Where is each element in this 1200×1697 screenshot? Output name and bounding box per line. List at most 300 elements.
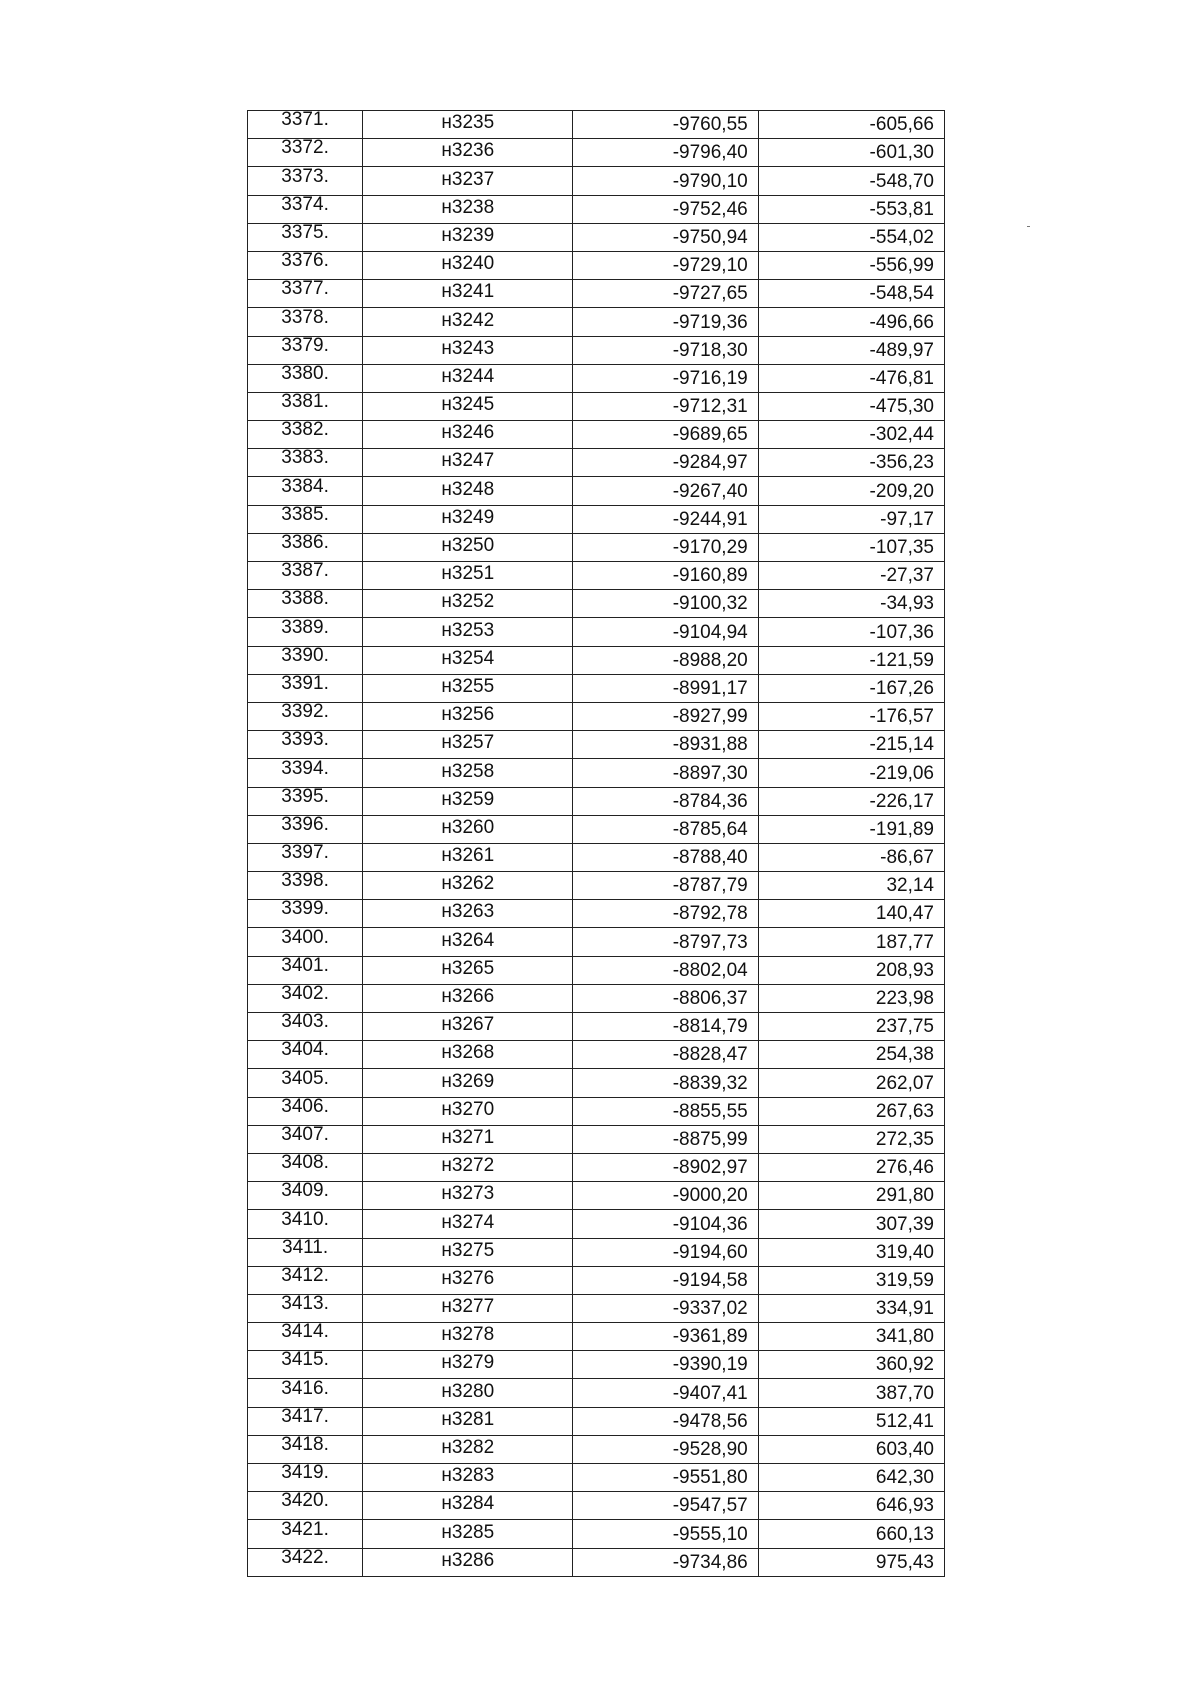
x-coordinate-text: -9000,20: [672, 1185, 748, 1207]
x-coordinate-text: -8902,97: [672, 1157, 748, 1179]
point-name-cell: [363, 956, 573, 984]
point-name-cell: [363, 1266, 573, 1294]
point-name-cell: [363, 223, 573, 251]
y-coordinate-text: -601,30: [869, 142, 934, 164]
y-coordinate-cell: [758, 392, 944, 420]
y-coordinate-cell: [758, 280, 944, 308]
point-name-cell: [363, 308, 573, 336]
row-number-cell: [248, 787, 363, 815]
x-coordinate-cell: [573, 1435, 758, 1463]
row-number-text: 3387.: [281, 560, 329, 582]
row-number-cell: [248, 308, 363, 336]
point-name-text: н3281: [441, 1408, 495, 1430]
point-name-text: н3235: [441, 112, 495, 134]
row-number-cell: [248, 1379, 363, 1407]
row-number-text: 3386.: [281, 532, 329, 553]
table-row: [248, 731, 945, 759]
y-coordinate-text: -548,54: [869, 283, 934, 305]
x-coordinate-text: -8991,17: [672, 677, 748, 699]
y-coordinate-text: 223,98: [875, 988, 934, 1009]
point-name-cell: [363, 646, 573, 674]
y-coordinate-text: 272,35: [875, 1128, 934, 1150]
x-coordinate-text: -8792,78: [672, 903, 748, 925]
row-number-cell: [248, 646, 363, 674]
x-coordinate-text: -9528,90: [672, 1439, 748, 1460]
row-number-text: 3403.: [281, 1011, 329, 1033]
y-coordinate-text: -476,81: [869, 367, 934, 389]
table-row: [248, 449, 945, 477]
table-row: [248, 618, 945, 646]
row-number-text: 3419.: [281, 1462, 329, 1484]
row-number-text: 3390.: [281, 644, 329, 666]
table-row: [248, 872, 945, 900]
x-coordinate-cell: [573, 590, 758, 618]
x-coordinate-cell: [573, 1013, 758, 1041]
y-coordinate-cell: [758, 477, 944, 505]
y-coordinate-cell: [758, 759, 944, 787]
point-name-cell: [363, 702, 573, 730]
x-coordinate-cell: [573, 280, 758, 308]
x-coordinate-cell: [573, 1210, 758, 1238]
y-coordinate-cell: [758, 1238, 944, 1266]
row-number-text: 3406.: [281, 1095, 329, 1117]
coordinates-table-body: [248, 111, 945, 1577]
point-name-cell: [363, 1153, 573, 1181]
point-name-cell: [363, 1464, 573, 1492]
row-number-cell: [248, 759, 363, 787]
y-coordinate-text: -554,02: [869, 226, 934, 248]
x-coordinate-cell: [573, 308, 758, 336]
table-row: [248, 900, 945, 928]
point-name-cell: [363, 900, 573, 928]
x-coordinate-cell: [573, 251, 758, 279]
point-name-text: н3252: [441, 591, 495, 613]
row-number-cell: [248, 477, 363, 505]
row-number-text: 3384.: [281, 475, 329, 497]
point-name-text: н3242: [441, 309, 495, 331]
x-coordinate-cell: [573, 759, 758, 787]
y-coordinate-text: 140,47: [875, 903, 934, 925]
point-name-text: н3254: [441, 647, 495, 669]
table-row: [248, 1351, 945, 1379]
table-row: [248, 364, 945, 392]
point-name-text: н3272: [441, 1155, 495, 1177]
point-name-cell: [363, 421, 573, 449]
row-number-text: 3376.: [281, 250, 329, 272]
table-row: [248, 1435, 945, 1463]
row-number-cell: [248, 139, 363, 167]
y-coordinate-text: 646,93: [875, 1495, 934, 1517]
x-coordinate-text: -8897,30: [672, 762, 748, 784]
point-name-text: н3251: [441, 563, 495, 585]
x-coordinate-text: -8784,36: [672, 790, 748, 812]
x-coordinate-text: -9729,10: [672, 255, 748, 277]
x-coordinate-text: -9100,32: [672, 593, 748, 615]
x-coordinate-text: -8788,40: [672, 847, 748, 869]
table-row: [248, 1238, 945, 1266]
table-row: [248, 1464, 945, 1492]
y-coordinate-cell: [758, 1294, 944, 1322]
x-coordinate-text: -9160,89: [672, 565, 748, 587]
point-name-text: н3266: [441, 986, 495, 1007]
row-number-text: 3378.: [281, 306, 329, 328]
row-number-cell: [248, 280, 363, 308]
point-name-text: н3238: [441, 196, 495, 218]
point-name-cell: [363, 1041, 573, 1069]
x-coordinate-text: -8988,20: [672, 649, 748, 671]
y-coordinate-text: 387,70: [875, 1382, 934, 1404]
x-coordinate-cell: [573, 787, 758, 815]
point-name-text: н3248: [441, 478, 495, 500]
row-number-text: 3380.: [281, 362, 329, 384]
point-name-text: н3263: [441, 901, 495, 923]
point-name-cell: [363, 618, 573, 646]
row-number-text: 3394.: [281, 757, 329, 779]
point-name-cell: [363, 1125, 573, 1153]
table-row: [248, 223, 945, 251]
x-coordinate-cell: [573, 1182, 758, 1210]
table-row: [248, 702, 945, 730]
row-number-text: 3382.: [281, 419, 329, 441]
y-coordinate-text: -191,89: [869, 818, 934, 840]
x-coordinate-cell: [573, 392, 758, 420]
y-coordinate-text: 319,40: [875, 1241, 934, 1263]
table-row: [248, 251, 945, 279]
x-coordinate-cell: [573, 1238, 758, 1266]
y-coordinate-cell: [758, 449, 944, 477]
table-row: [248, 1407, 945, 1435]
x-coordinate-cell: [573, 815, 758, 843]
y-coordinate-text: 975,43: [875, 1551, 934, 1573]
table-row: [248, 815, 945, 843]
point-name-text: н3275: [441, 1239, 495, 1261]
row-number-text: 3396.: [281, 813, 329, 835]
y-coordinate-cell: [758, 618, 944, 646]
row-number-cell: [248, 167, 363, 195]
y-coordinate-cell: [758, 787, 944, 815]
point-name-cell: [363, 1182, 573, 1210]
x-coordinate-text: -9478,56: [672, 1410, 748, 1432]
x-coordinate-text: -8797,73: [672, 931, 748, 953]
point-name-cell: [363, 251, 573, 279]
row-number-cell: [248, 1492, 363, 1520]
y-coordinate-cell: [758, 308, 944, 336]
y-coordinate-cell: [758, 1041, 944, 1069]
row-number-cell: [248, 1097, 363, 1125]
x-coordinate-cell: [573, 111, 758, 139]
y-coordinate-text: 660,13: [875, 1523, 934, 1545]
x-coordinate-cell: [573, 1266, 758, 1294]
point-name-cell: [363, 336, 573, 364]
row-number-text: 3398.: [281, 870, 329, 892]
table-row: [248, 1266, 945, 1294]
point-name-text: н3237: [441, 168, 495, 190]
point-name-text: н3260: [441, 816, 495, 838]
table-row: [248, 308, 945, 336]
point-name-cell: [363, 815, 573, 843]
x-coordinate-cell: [573, 956, 758, 984]
table-row: [248, 843, 945, 871]
x-coordinate-text: -9712,31: [672, 396, 748, 418]
point-name-cell: [363, 1069, 573, 1097]
row-number-cell: [248, 111, 363, 139]
table-row: [248, 477, 945, 505]
point-name-cell: [363, 1238, 573, 1266]
point-name-cell: [363, 1351, 573, 1379]
x-coordinate-text: -9194,60: [672, 1241, 748, 1263]
point-name-text: н3262: [441, 873, 495, 895]
point-name-text: н3243: [441, 337, 495, 359]
x-coordinate-text: -9390,19: [672, 1354, 748, 1376]
point-name-text: н3269: [441, 1070, 495, 1092]
x-coordinate-text: -9104,36: [672, 1213, 748, 1235]
x-coordinate-cell: [573, 1323, 758, 1351]
row-number-cell: [248, 449, 363, 477]
x-coordinate-text: -9551,80: [672, 1467, 748, 1489]
row-number-cell: [248, 1407, 363, 1435]
y-coordinate-cell: [758, 1464, 944, 1492]
row-number-cell: [248, 1294, 363, 1322]
row-number-cell: [248, 223, 363, 251]
y-coordinate-cell: [758, 139, 944, 167]
y-coordinate-cell: [758, 984, 944, 1012]
x-coordinate-cell: [573, 336, 758, 364]
row-number-cell: [248, 1041, 363, 1069]
x-coordinate-cell: [573, 674, 758, 702]
y-coordinate-cell: [758, 1520, 944, 1548]
row-number-cell: [248, 1548, 363, 1576]
x-coordinate-cell: [573, 533, 758, 561]
point-name-text: н3240: [441, 253, 495, 275]
table-row: [248, 336, 945, 364]
table-row: [248, 956, 945, 984]
x-coordinate-cell: [573, 167, 758, 195]
row-number-cell: [248, 1351, 363, 1379]
y-coordinate-cell: [758, 1097, 944, 1125]
row-number-cell: [248, 1435, 363, 1463]
row-number-text: 3414.: [281, 1321, 329, 1343]
y-coordinate-text: -489,97: [869, 339, 934, 361]
x-coordinate-text: -8931,88: [672, 734, 748, 756]
x-coordinate-cell: [573, 1379, 758, 1407]
point-name-cell: [363, 674, 573, 702]
y-coordinate-text: -226,17: [869, 790, 934, 812]
y-coordinate-text: -34,93: [880, 593, 934, 615]
y-coordinate-cell: [758, 900, 944, 928]
point-name-text: н3286: [441, 1549, 495, 1571]
table-row: [248, 195, 945, 223]
x-coordinate-cell: [573, 1294, 758, 1322]
table-row: [248, 787, 945, 815]
x-coordinate-cell: [573, 1492, 758, 1520]
y-coordinate-cell: [758, 421, 944, 449]
x-coordinate-cell: [573, 1351, 758, 1379]
x-coordinate-text: -9547,57: [672, 1495, 748, 1517]
row-number-cell: [248, 562, 363, 590]
x-coordinate-text: -9750,94: [672, 226, 748, 248]
x-coordinate-text: -9716,19: [672, 367, 748, 389]
y-coordinate-text: 276,46: [875, 1157, 934, 1179]
x-coordinate-text: -8875,99: [672, 1128, 748, 1150]
table-row: [248, 1125, 945, 1153]
point-name-text: н3241: [441, 281, 495, 303]
y-coordinate-cell: [758, 1182, 944, 1210]
row-number-text: 3381.: [281, 391, 329, 413]
point-name-cell: [363, 1435, 573, 1463]
y-coordinate-cell: [758, 1351, 944, 1379]
row-number-cell: [248, 590, 363, 618]
y-coordinate-text: -215,14: [869, 734, 934, 756]
point-name-cell: [363, 1013, 573, 1041]
y-coordinate-text: 187,77: [875, 931, 934, 953]
x-coordinate-text: -9727,65: [672, 283, 748, 305]
x-coordinate-cell: [573, 731, 758, 759]
table-row: [248, 1323, 945, 1351]
x-coordinate-text: -8785,64: [672, 818, 748, 840]
row-number-text: 3373.: [281, 165, 329, 187]
y-coordinate-cell: [758, 843, 944, 871]
row-number-text: 3408.: [281, 1152, 329, 1174]
row-number-cell: [248, 674, 363, 702]
y-coordinate-text: -356,23: [869, 452, 934, 474]
row-number-cell: [248, 505, 363, 533]
row-number-cell: [248, 392, 363, 420]
row-number-text: 3385.: [281, 503, 329, 525]
point-name-cell: [363, 195, 573, 223]
x-coordinate-text: -8806,37: [672, 988, 748, 1009]
point-name-cell: [363, 590, 573, 618]
y-coordinate-text: 307,39: [875, 1213, 934, 1235]
table-row: [248, 139, 945, 167]
point-name-cell: [363, 139, 573, 167]
row-number-cell: [248, 702, 363, 730]
point-name-cell: [363, 477, 573, 505]
y-coordinate-cell: [758, 1266, 944, 1294]
point-name-text: н3280: [441, 1380, 495, 1402]
row-number-text: 3399.: [281, 898, 329, 920]
table-row: [248, 1210, 945, 1238]
x-coordinate-text: -9104,94: [672, 621, 748, 643]
point-name-cell: [363, 562, 573, 590]
row-number-text: 3416.: [281, 1377, 329, 1399]
point-name-cell: [363, 364, 573, 392]
x-coordinate-cell: [573, 562, 758, 590]
row-number-text: 3410.: [281, 1208, 329, 1230]
x-coordinate-cell: [573, 505, 758, 533]
row-number-text: 3391.: [281, 672, 329, 694]
x-coordinate-text: -9790,10: [672, 170, 748, 192]
table-row: [248, 562, 945, 590]
row-number-cell: [248, 984, 363, 1012]
point-name-text: н3270: [441, 1098, 495, 1120]
x-coordinate-text: -9796,40: [672, 142, 748, 164]
table-row: [248, 1097, 945, 1125]
y-coordinate-text: 208,93: [875, 959, 934, 981]
point-name-text: н3278: [441, 1324, 495, 1346]
point-name-cell: [363, 167, 573, 195]
row-number-text: 3395.: [281, 785, 329, 807]
row-number-text: 3402.: [281, 983, 329, 1004]
table-row: [248, 505, 945, 533]
y-coordinate-cell: [758, 646, 944, 674]
point-name-text: н3273: [441, 1183, 495, 1205]
point-name-text: н3256: [441, 704, 495, 726]
x-coordinate-cell: [573, 1125, 758, 1153]
row-number-text: 3388.: [281, 588, 329, 610]
x-coordinate-text: -9170,29: [672, 537, 748, 558]
y-coordinate-cell: [758, 1492, 944, 1520]
row-number-cell: [248, 872, 363, 900]
x-coordinate-cell: [573, 646, 758, 674]
point-name-text: н3284: [441, 1493, 495, 1515]
y-coordinate-text: -86,67: [880, 847, 934, 869]
row-number-cell: [248, 336, 363, 364]
x-coordinate-cell: [573, 872, 758, 900]
point-name-text: н3247: [441, 450, 495, 472]
table-row: [248, 1548, 945, 1576]
point-name-cell: [363, 787, 573, 815]
point-name-text: н3249: [441, 506, 495, 528]
y-coordinate-cell: [758, 731, 944, 759]
table-row: [248, 533, 945, 561]
table-row: [248, 111, 945, 139]
y-coordinate-text: 642,30: [875, 1467, 934, 1489]
x-coordinate-cell: [573, 364, 758, 392]
y-coordinate-cell: [758, 167, 944, 195]
row-number-cell: [248, 1520, 363, 1548]
x-coordinate-cell: [573, 984, 758, 1012]
table-row: [248, 1379, 945, 1407]
row-number-text: 3389.: [281, 616, 329, 638]
x-coordinate-text: -9337,02: [672, 1298, 748, 1320]
point-name-cell: [363, 505, 573, 533]
x-coordinate-text: -8839,32: [672, 1072, 748, 1094]
y-coordinate-cell: [758, 928, 944, 956]
table-row: [248, 674, 945, 702]
table-row: [248, 1153, 945, 1181]
y-coordinate-cell: [758, 505, 944, 533]
x-coordinate-text: -9194,58: [672, 1269, 748, 1291]
point-name-text: н3274: [441, 1211, 495, 1233]
y-coordinate-cell: [758, 364, 944, 392]
table-row: [248, 984, 945, 1012]
row-number-text: 3393.: [281, 729, 329, 751]
y-coordinate-cell: [758, 1548, 944, 1576]
y-coordinate-text: 319,59: [875, 1269, 934, 1291]
x-coordinate-cell: [573, 1153, 758, 1181]
table-row: [248, 590, 945, 618]
row-number-text: 3375.: [281, 221, 329, 243]
row-number-text: 3421.: [281, 1518, 329, 1540]
row-number-text: 3397.: [281, 842, 329, 864]
point-name-cell: [363, 533, 573, 561]
x-coordinate-text: -9760,55: [672, 114, 748, 136]
row-number-cell: [248, 1266, 363, 1294]
x-coordinate-cell: [573, 702, 758, 730]
x-coordinate-text: -9267,40: [672, 480, 748, 502]
x-coordinate-text: -9689,65: [672, 424, 748, 446]
point-name-cell: [363, 872, 573, 900]
table-row: [248, 1041, 945, 1069]
y-coordinate-cell: [758, 590, 944, 618]
point-name-text: н3258: [441, 760, 495, 782]
row-number-text: 3383.: [281, 447, 329, 469]
y-coordinate-text: 291,80: [875, 1185, 934, 1207]
row-number-cell: [248, 1238, 363, 1266]
point-name-cell: [363, 1210, 573, 1238]
row-number-cell: [248, 928, 363, 956]
x-coordinate-cell: [573, 449, 758, 477]
